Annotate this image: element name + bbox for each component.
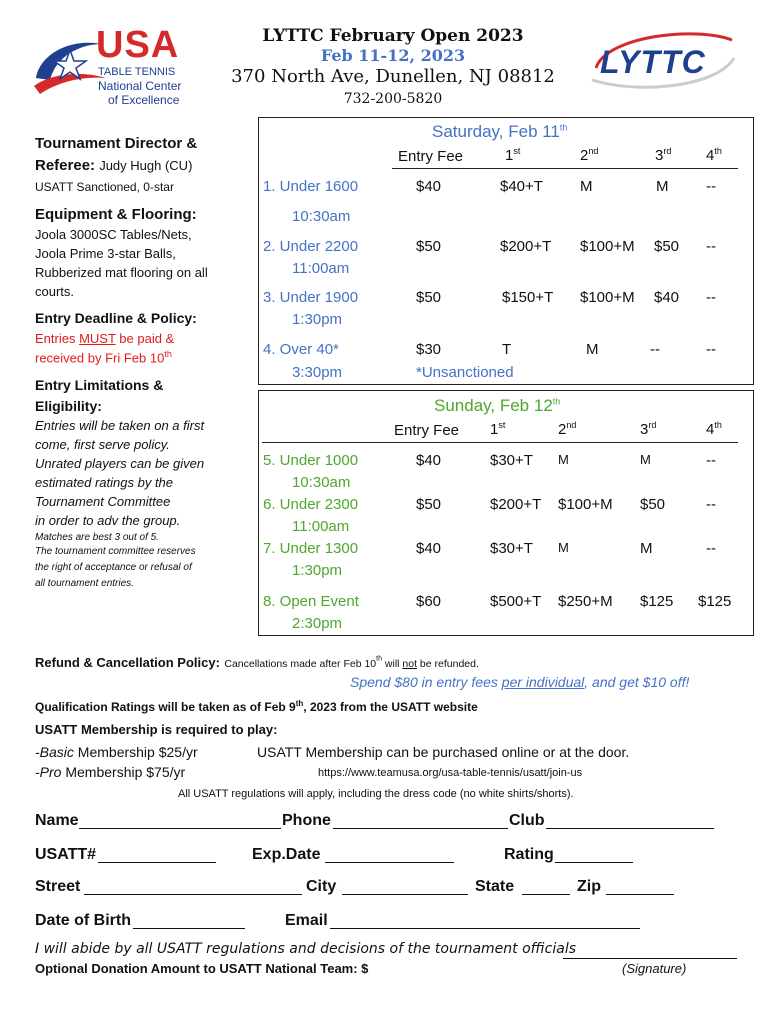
membership-purchase: USATT Membership can be purchased online or at the door. [257, 744, 630, 760]
name-label: Name [35, 812, 79, 829]
saturday-col-2 [580, 146, 598, 164]
dob-field[interactable] [133, 928, 245, 929]
street-field[interactable] [84, 894, 302, 895]
event-name: 1. Under 1600 [263, 178, 359, 195]
sunday-col-fee: Entry Fee [394, 422, 460, 439]
pro-rest: Membership $75/yr [61, 764, 186, 780]
state-label: State [475, 878, 515, 895]
membership-heading: USATT Membership is required to play: [35, 722, 278, 737]
event-name: 7. Under 1300 [263, 540, 359, 557]
entry-fee: $30 [416, 341, 442, 358]
rating-field[interactable] [555, 862, 633, 863]
refund-not: not [402, 658, 418, 670]
lyttc-logo [586, 28, 738, 94]
dob-label: Date of Birth [35, 912, 131, 929]
referee-name: Judy Hugh (CU) [99, 158, 193, 173]
event-address: 370 North Ave, Dunellen, NJ 08812 [231, 66, 555, 87]
deadline-line-1 [35, 331, 174, 346]
prize-3rd: M [656, 178, 669, 195]
limits-heading-1: Entry Limitations & [35, 377, 164, 393]
usa-logo-sub3: of Excellence [108, 93, 180, 107]
phone-label: Phone [282, 812, 331, 829]
small-line: The tournament committee reserves [35, 546, 196, 557]
deadline-post: be paid & [115, 331, 175, 346]
small-line: Matches are best 3 out of 5. [35, 532, 159, 543]
limits-heading-2: Eligibility: [35, 398, 102, 414]
deadline-must: MUST [79, 331, 116, 346]
small-line: the right of acceptance or refusal of [35, 562, 192, 573]
col-4-sup: th [714, 420, 722, 430]
entry-fee: $50 [416, 289, 442, 306]
event-time: 10:30am [292, 474, 351, 491]
refund-post: be refunded. [417, 658, 479, 670]
prize-1st: $40+T [500, 178, 543, 195]
event-name: 4. Over 40* [263, 341, 339, 358]
col-1-sup: st [513, 146, 521, 156]
prize-1st: T [502, 341, 512, 358]
entry-fee: $40 [416, 540, 442, 557]
entry-fee: $40 [416, 452, 442, 469]
prize-2nd: M [580, 178, 593, 195]
prize-4th: -- [706, 341, 716, 358]
prize-1st: $30+T [490, 540, 533, 557]
sunday-col-4 [706, 420, 722, 438]
equipment-line: courts. [35, 284, 75, 299]
prize-4th: $125 [698, 593, 732, 610]
event-name: 3. Under 1900 [263, 289, 359, 306]
street-label: Street [35, 878, 81, 895]
deadline-date: received by Fri Feb 10 [35, 350, 165, 366]
email-field[interactable] [330, 928, 640, 929]
event-name: 6. Under 2300 [263, 496, 359, 513]
city-field[interactable] [342, 894, 468, 895]
usatt-field[interactable] [98, 862, 216, 863]
qualification-ratings [35, 699, 478, 714]
event-time: 11:00am [292, 518, 350, 535]
equipment-line: Rubberized mat flooring on all [35, 265, 208, 280]
prize-4th: -- [706, 178, 716, 195]
director-heading: Tournament Director & [35, 135, 198, 152]
event-time: 11:00am [292, 260, 350, 277]
abide-statement: I will abide by all USATT regulations and decisions of the tournament officials [35, 941, 577, 957]
prize-2nd: M [586, 341, 599, 358]
entry-fee: $50 [416, 496, 442, 513]
lyttc-logo-text: LYTTC [600, 44, 706, 80]
prize-3rd: $40 [654, 289, 680, 306]
prize-4th: -- [706, 238, 716, 255]
signature-label: (Signature) [622, 961, 687, 976]
spend-link: per individual [501, 674, 585, 690]
prize-1st: $30+T [490, 452, 533, 469]
prize-3rd: -- [650, 341, 660, 358]
col-2-sup: nd [588, 146, 599, 156]
membership-url[interactable]: https://www.teamusa.org/usa-table-tennis/usatt/join-us [318, 767, 583, 779]
col-1-text: 1 [490, 421, 499, 438]
event-name: 5. Under 1000 [263, 452, 359, 469]
basic-rest: Membership $25/yr [73, 744, 198, 760]
qual-sup: th [295, 699, 304, 708]
rating-label: Rating [504, 846, 554, 863]
sunday-title-text: Sunday, Feb 12 [434, 396, 553, 415]
equipment-line: Joola 3000SC Tables/Nets, [35, 227, 192, 242]
event-name: 2. Under 2200 [263, 238, 359, 255]
prize-1st: $500+T [490, 593, 542, 610]
col-3-text: 3 [655, 147, 664, 164]
event-time: 2:30pm [292, 615, 343, 632]
col-1-text: 1 [505, 147, 514, 164]
name-field[interactable] [79, 828, 281, 829]
event-time: 10:30am [292, 208, 351, 225]
event-phone: 732-200-5820 [343, 91, 443, 107]
saturday-header-rule [392, 168, 738, 169]
equipment-heading: Equipment & Flooring: [35, 206, 197, 223]
col-4-sup: th [714, 146, 722, 156]
sunday-header-rule [262, 442, 738, 443]
col-4-text: 4 [706, 147, 715, 164]
sanction-text: USATT Sanctioned, 0-star [35, 180, 174, 194]
col-3-sup: rd [663, 146, 672, 156]
equipment-line: Joola Prime 3-star Balls, [35, 246, 176, 261]
saturday-col-fee: Entry Fee [398, 148, 464, 165]
regulations-note: All USATT regulations will apply, including the dress code (no white shirts/shorts). [178, 788, 574, 800]
club-field[interactable] [546, 828, 714, 829]
phone-field[interactable] [333, 828, 508, 829]
prize-4th: -- [706, 496, 716, 513]
prize-4th: -- [706, 289, 716, 306]
event-time: 1:30pm [292, 562, 343, 579]
col-4-text: 4 [706, 421, 715, 438]
limits-line: Tournament Committee [35, 494, 171, 509]
sunday-title-sup: th [552, 396, 561, 407]
state-field[interactable] [522, 894, 570, 895]
zip-field[interactable] [606, 894, 674, 895]
spend-pre: Spend $80 in entry fees [350, 674, 502, 690]
prize-3rd: $125 [640, 593, 674, 610]
limits-line: Entries will be taken on a first [35, 418, 205, 433]
saturday-col-4 [706, 146, 722, 164]
prize-3rd: $50 [640, 496, 666, 513]
prize-3rd: $50 [654, 238, 680, 255]
refund-sup: th [376, 655, 382, 663]
signature-field[interactable] [563, 958, 737, 959]
zip-label: Zip [577, 878, 601, 895]
basic-type: -Basic [35, 744, 74, 760]
deadline-line-2 [35, 349, 172, 365]
donation-label: Optional Donation Amount to USATT National Team: $ [35, 961, 369, 976]
col-3-sup: rd [648, 420, 657, 430]
city-label: City [306, 878, 337, 895]
qual-post: , 2023 from the USATT website [303, 700, 478, 714]
prize-1st: $200+T [490, 496, 542, 513]
saturday-title [432, 122, 567, 142]
deadline-heading: Entry Deadline & Policy: [35, 310, 197, 326]
entry-fee: $60 [416, 593, 442, 610]
saturday-title-sup: th [559, 122, 568, 133]
prize-2nd: $100+M [580, 238, 635, 255]
prize-4th: -- [706, 452, 716, 469]
deadline-pre: Entries [35, 331, 80, 346]
usatt-label: USATT# [35, 846, 97, 863]
expdate-label: Exp.Date [252, 846, 321, 863]
limits-line: in order to adv the group. [35, 513, 181, 528]
sunday-col-2 [558, 420, 576, 438]
referee-label: Referee: [35, 157, 96, 174]
usa-logo-text: USA [96, 24, 180, 66]
refund-mid: will [381, 658, 403, 670]
usa-logo-sub2: National Center [98, 79, 182, 93]
col-3-text: 3 [640, 421, 649, 438]
col-2-text: 2 [580, 147, 589, 164]
page-title: LYTTC February Open 2023 [262, 26, 524, 46]
refund-text-pre: Cancellations made after Feb 10 [224, 658, 377, 670]
deadline-sup: th [164, 349, 172, 359]
entry-fee: $50 [416, 238, 442, 255]
refund-policy [35, 654, 479, 672]
referee-row [35, 157, 192, 174]
prize-2nd: M [558, 540, 569, 555]
limits-line: come, first serve policy. [35, 437, 170, 452]
limits-line: estimated ratings by the [35, 475, 174, 490]
col-2-sup: nd [566, 420, 577, 430]
sunday-col-1 [490, 420, 505, 438]
event-time: 1:30pm [292, 311, 343, 328]
prize-4th: -- [706, 540, 716, 557]
spend-post: , and get $10 off! [584, 674, 690, 690]
prize-2nd: $100+M [580, 289, 635, 306]
event-name: 8. Open Event [263, 593, 359, 610]
prize-2nd: $100+M [558, 496, 613, 513]
sunday-title [434, 396, 560, 416]
qual-pre: Qualification Ratings will be taken as of Feb 9 [35, 700, 296, 714]
col-1-sup: st [498, 420, 506, 430]
basic-membership [35, 744, 198, 760]
refund-label: Refund & Cancellation Policy: [35, 655, 220, 670]
prize-2nd: M [558, 452, 569, 467]
expdate-field[interactable] [325, 862, 454, 863]
sunday-col-3 [640, 420, 656, 438]
prize-1st: $200+T [500, 238, 552, 255]
saturday-col-1 [505, 146, 520, 164]
email-label: Email [285, 912, 328, 929]
pro-membership [35, 764, 185, 780]
pro-type: -Pro [35, 764, 62, 780]
saturday-col-3 [655, 146, 671, 164]
small-line: all tournament entries. [35, 578, 134, 589]
limits-line: Unrated players can be given [35, 456, 205, 471]
entry-fee: $40 [416, 178, 442, 195]
club-label: Club [509, 812, 545, 829]
event-time: 3:30pm [292, 364, 343, 381]
unsanctioned-note: *Unsanctioned [416, 364, 514, 381]
prize-3rd: M [640, 452, 651, 467]
col-2-text: 2 [558, 421, 567, 438]
prize-3rd: M [640, 540, 653, 557]
spend-promo [350, 674, 689, 690]
saturday-title-text: Saturday, Feb 11 [432, 122, 560, 141]
prize-1st: $150+T [502, 289, 554, 306]
event-dates: Feb 11-12, 2023 [320, 46, 466, 65]
prize-2nd: $250+M [558, 593, 613, 610]
usa-logo-sub1: TABLE TENNIS [98, 66, 176, 78]
